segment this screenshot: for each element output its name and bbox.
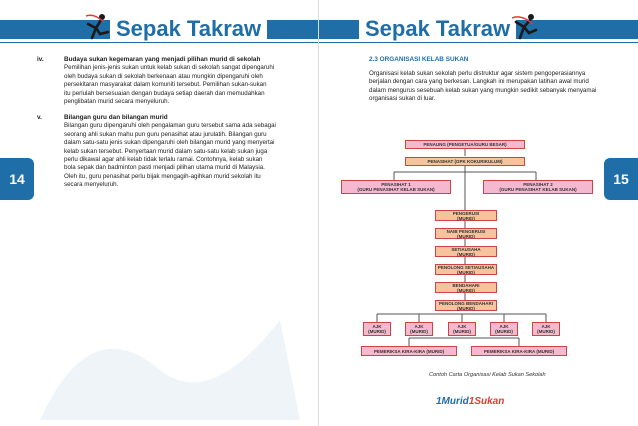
page-header-title: Sepak Takraw [110, 16, 267, 42]
item-v-line: Bilangan guru dipengaruhi oleh pengalaman guru tersebut sama ada sebagai [64, 122, 276, 130]
header-rule [0, 42, 319, 43]
item-v-title: Bilangan guru dan bilangan murid [64, 114, 168, 121]
page-number-tab: 14 [0, 158, 34, 200]
item-v-line: perlu dikawal agar ahli kelab tidak terlalu ramai. Contohnya, kelab sukan [64, 156, 263, 164]
chart-caption: Contoh Carta Organisasi Kelab Sukan Sekolah [429, 372, 546, 378]
item-iv-line: oleh budaya sukan di sekolah berkenaan atau mungkin dipengaruhi oleh [64, 72, 263, 80]
section-title: 2.3 ORGANISASI KELAB SUKAN [369, 56, 469, 63]
item-iv-line: persekitaran masyarakat dalam komuniti tersebut. Pemilihan sukan-sukan [64, 81, 267, 89]
item-v-block [64, 114, 304, 190]
logo-text-murid: 1Murid [436, 396, 469, 407]
item-iv-block [64, 56, 304, 106]
item-v-line: dalam satu-satu jenis sukan dipengaruhi oleh bilangan murid yang menyertai [64, 139, 275, 147]
player-watermark [0, 250, 319, 426]
item-v-line: secara menyeluruh. [64, 181, 119, 189]
item-iv-line: itu perlulah bersesuaian dengan budaya setiap daerah dan memudahkan [64, 89, 265, 97]
chart-box-pemeriksa-2: PEMERIKSA KIRA-KIRA (MURID) [471, 346, 567, 356]
intro-line: dalam mengurus sesebuah kelab sukan yang mungkin sedikit sebanyak menyamai [369, 86, 597, 94]
chart-box-pengerusi: PENGERUSI (MURID) [435, 210, 497, 221]
chart-box-ajk: AJK (MURID) [532, 322, 560, 336]
intro-line: organisasi sukan di luar. [369, 95, 436, 103]
chart-box-penolong-setiausaha: PENOLONG SETIAUSAHA (MURID) [435, 264, 497, 275]
item-number-iv: iv. [37, 56, 44, 63]
chart-box-naib-pengerusi: NAIB PENGERUSI (MURID) [435, 228, 497, 239]
item-v-line: Oleh itu, guru penasihat perlu bijak mengagih-agihkan murid sekolah itu [64, 172, 261, 180]
item-iv-title: Budaya sukan kegemaran yang menjadi pilihan murid di sekolah [64, 56, 261, 63]
chart-box-penolong-bendahari: PENOLONG BENDAHARI (MURID) [435, 300, 497, 311]
chart-box-penasihat-1: PENASIHAT 1 (GURU PENASIHAT KELAB SUKAN) [341, 180, 451, 194]
chart-box-bendahari: BENDAHARI (MURID) [435, 282, 497, 293]
intro-line: Organisasi kelab sukan sekolah perlu distruktur agar sistem pengoperasiannya [369, 70, 586, 77]
right-page [319, 0, 638, 426]
item-iv-line: penglibatan murid secara menyeluruh. [64, 98, 170, 106]
chart-box-setiausaha: SETIAUSAHA (MURID) [435, 246, 497, 257]
chart-box-ajk: AJK (MURID) [363, 322, 391, 336]
chart-box-ajk: AJK (MURID) [405, 322, 433, 336]
footer-logo [436, 396, 504, 407]
item-iv-line: Pemilihan jenis-jenis sukan untuk kelab sukan di sekolah sangat dipengaruhi [64, 64, 275, 72]
item-v-line: seorang ahli sukan mahu pun guru penasihat atau jurulatih. Bilangan guru [64, 130, 267, 138]
chart-box-ajk: AJK (MURID) [448, 322, 476, 336]
chart-box-ajk: AJK (MURID) [490, 322, 518, 336]
chart-box-penasihat-2: PENASIHAT 2 (GURU PENASIHAT KELAB SUKAN) [483, 180, 593, 194]
logo-text-sukan: 1Sukan [468, 396, 505, 407]
chart-box-penaung: PENAUNG (PENGETUA/GURU BESAR) [405, 140, 525, 149]
takraw-player-icon [82, 12, 112, 42]
chart-box-penasihat: PENASIHAT (GPK KOKURIKULUM) [405, 157, 525, 166]
page-number-tab: 15 [604, 158, 638, 200]
intro-line: berjalan dengan cara yang berkesan. Langkah ini merupakan latihan awal murid [369, 78, 589, 86]
item-v-line: kelab sukan tersebut. Penyertaan murid dalam satu-satu kelab sukan juga [64, 147, 268, 155]
item-number-v: v. [37, 114, 42, 121]
page-header-title: Sepak Takraw [359, 16, 516, 42]
item-v-line: bola sepak dan badminton pasti menjadi pilihan utama murid di Malaysia. [64, 164, 265, 172]
chart-box-pemeriksa-1: PEMERIKSA KIRA-KIRA (MURID) [361, 346, 457, 356]
